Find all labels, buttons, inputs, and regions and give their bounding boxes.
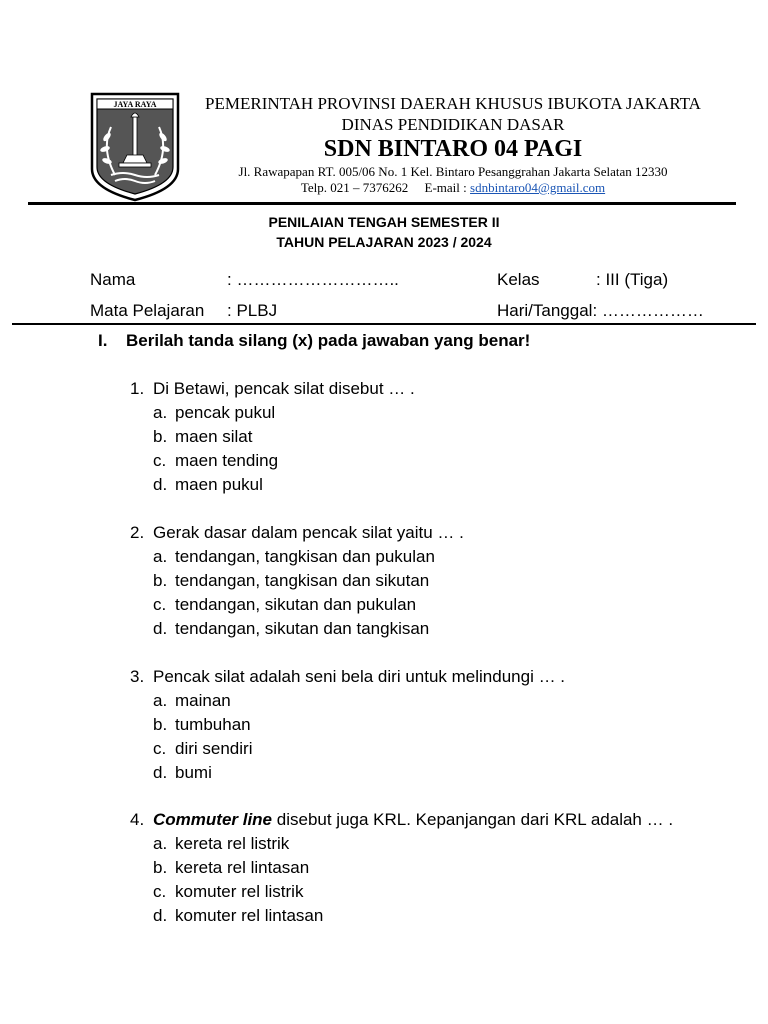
exam-title: PENILAIAN TENGAH SEMESTER II (268, 214, 500, 230)
option-1b[interactable]: b. maen silat (153, 427, 253, 446)
name-label: Nama (90, 270, 136, 289)
option-1a[interactable]: a. pencak pukul (153, 403, 276, 422)
question-text: disebut juga KRL. Kepanjangan dari KRL adalah … . (272, 810, 674, 829)
section-number: I. (98, 331, 108, 350)
question-3 (130, 667, 565, 687)
option-3d[interactable]: d. bumi (153, 763, 212, 782)
option-2a[interactable]: a. tendangan, tangkisan dan pukulan (153, 547, 435, 566)
question-1 (130, 379, 415, 399)
option-2c[interactable]: c. tendangan, sikutan dan pukulan (153, 595, 417, 614)
subject-value: : PLBJ (227, 301, 278, 320)
school-emblem-logo (89, 91, 181, 202)
government-name: PEMERINTAH PROVINSI DAERAH KHUSUS IBUKOTA JAKARTA (205, 94, 701, 113)
section-instruction (98, 331, 530, 351)
option-4c[interactable]: c. komuter rel listrik (153, 882, 304, 901)
question-text: Gerak dasar dalam pencak silat yaitu … . (153, 523, 464, 542)
letterhead-divider (28, 202, 736, 205)
email-label: E-mail : (424, 180, 467, 195)
option-4a[interactable]: a. kereta rel listrik (153, 834, 290, 853)
option-1c[interactable]: c. maen tending (153, 451, 279, 470)
option-1d[interactable]: d. maen pukul (153, 475, 263, 494)
question-number: 1. (130, 379, 145, 398)
question-number: 2. (130, 523, 145, 542)
question-4 (130, 810, 673, 830)
school-name: SDN BINTARO 04 PAGI (323, 136, 583, 162)
class-value: : III (Tiga) (596, 270, 669, 289)
school-address: Jl. Rawapapan RT. 005/06 No. 1 Kel. Bintaro Pesanggrahan Jakarta Selatan 12330 (238, 164, 668, 179)
email-link[interactable]: sdnbintaro04@gmail.com (470, 180, 606, 195)
option-3b[interactable]: b. tumbuhan (153, 715, 251, 734)
name-field: : ……………………….. (227, 270, 399, 289)
jakarta-emblem-icon (89, 91, 181, 202)
option-4d[interactable]: d. komuter rel lintasan (153, 906, 324, 925)
question-2 (130, 523, 464, 543)
info-divider (12, 323, 756, 325)
exam-year: TAHUN PELAJARAN 2023 / 2024 (276, 234, 492, 250)
question-emphasis: Commuter line (153, 810, 273, 829)
question-text: Pencak silat adalah seni bela diri untuk melindungi … . (153, 667, 566, 686)
option-2d[interactable]: d. tendangan, sikutan dan tangkisan (153, 619, 430, 638)
option-4b[interactable]: b. kereta rel lintasan (153, 858, 310, 877)
school-contact (183, 180, 723, 196)
logo-motto: JAYA RAYA (113, 100, 157, 109)
question-number: 4. (130, 810, 145, 829)
option-3c[interactable]: c. diri sendiri (153, 739, 253, 758)
date-field: Hari/Tanggal: ……………… (497, 301, 704, 320)
class-label: Kelas (497, 270, 540, 289)
question-number: 3. (130, 667, 145, 686)
option-2b[interactable]: b. tendangan, tangkisan dan sikutan (153, 571, 430, 590)
department-name: DINAS PENDIDIKAN DASAR (341, 115, 565, 134)
question-text: Di Betawi, pencak silat disebut … . (153, 379, 415, 398)
section-text: Berilah tanda silang (x) pada jawaban yang benar! (126, 331, 531, 350)
phone-number: Telp. 021 – 7376262 (300, 180, 409, 195)
option-3a[interactable]: a. mainan (153, 691, 231, 710)
subject-label: Mata Pelajaran (90, 301, 205, 320)
